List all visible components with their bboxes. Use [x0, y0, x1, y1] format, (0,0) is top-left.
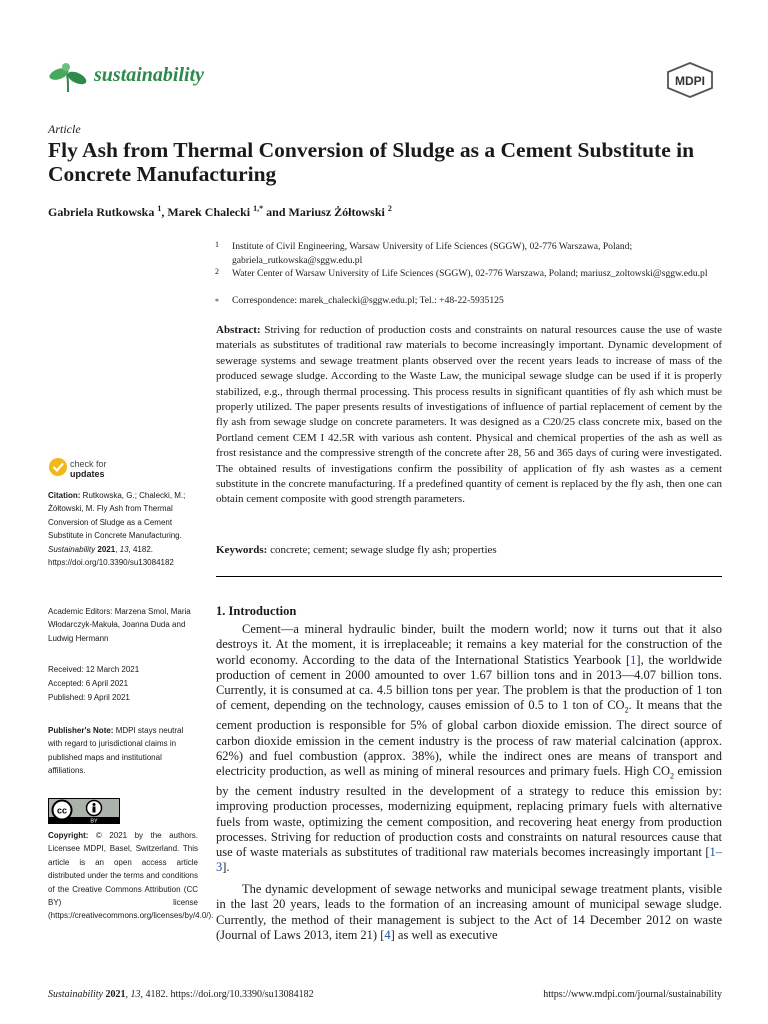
footer-journal: Sustainability: [48, 989, 103, 1000]
abstract: [216, 323, 722, 508]
citation-journal: Sustainability: [48, 544, 96, 554]
citation-block: Citation: Rutkowska, G.; Chalecki, M.; Żółtowski, M. Fly Ash from Thermal Conversion of Sludge as a Cement Substitute in Concrete Manufacturing. Sustainability 2021, 13, 4182. https://doi.org/10.3390/su13084182: [48, 491, 186, 568]
affiliation-marker: 1: [215, 240, 219, 249]
intro-paragraph-1: [216, 622, 722, 876]
citation-doi[interactable]: 4182. https://doi.org/10.3390/su13084182: [48, 544, 174, 568]
citation-text: Rutkowska, G.; Chalecki, M.; Żółtowski, M. Fly Ash from Thermal Conversion of Sludge as a Cement Substitute in Concrete Manufacturing.: [48, 491, 186, 541]
accepted-date: Accepted: 6 April 2021: [48, 679, 129, 688]
check-line-1: check for: [70, 459, 107, 469]
footer-journal-url[interactable]: https://www.mdpi.com/journal/sustainability: [543, 989, 722, 1000]
citation-year: 2021: [97, 544, 116, 554]
footer-year: 2021: [105, 989, 126, 1000]
paragraph-text: The dynamic development of sewage networks and municipal sewage treatment plants, visible in the last 20 years, leads to the formation of an increasing amount of municipal sewage sludge. Currently, the method of their management is subject to the Act of 14 December 2012 on waste (Journal of Laws 2013, item 21) [: [216, 882, 722, 942]
intro-paragraph-2: [216, 882, 722, 943]
citation-link[interactable]: 1–3: [216, 845, 722, 875]
abstract-label: Abstract:: [216, 324, 261, 336]
note-label: Publisher's Note:: [48, 726, 114, 735]
paragraph-text: ], the worldwide production of cement in 2000 amounted to over 1.67 billion tons and in 2013—4.07 billion tons. Currently, it is consumed at ca. 4.5 billion tons per year. The problem is that the production of 1 ton of cement, depending on the technology, causes emission of 0.5 to 1 ton of CO: [216, 652, 722, 713]
article-type: Article: [48, 122, 81, 136]
published-date: Published: 9 April 2021: [48, 693, 130, 702]
journal-name: sustainability: [94, 64, 205, 86]
section-divider: [216, 576, 722, 577]
check-line-2: updates: [70, 469, 105, 479]
affiliation-marker: 1: [157, 204, 162, 213]
keywords-text: concrete; cement; sewage sludge fly ash; properties: [270, 544, 497, 556]
check-for-updates-label[interactable]: [70, 459, 107, 479]
received-date: Received: 12 March 2021: [48, 665, 140, 674]
copyright-label: Copyright:: [48, 831, 89, 840]
footer-citation: Sustainability 2021, 13, 4182. https://doi.org/10.3390/su13084182: [48, 989, 314, 1000]
footer-doi[interactable]: , 4182. https://doi.org/10.3390/su13084182: [140, 989, 314, 1000]
keywords: [216, 544, 497, 556]
paragraph-text: ] as well as executive: [390, 927, 498, 942]
keywords-label: Keywords:: [216, 544, 268, 556]
publisher-name: MDPI: [675, 74, 705, 88]
paragraph-text: Cement—a mineral hydraulic binder, built the modern world; now it turns out that it also destroys it. At the moment, it is irreplaceable; it remains a key material for the construction of the world economy. According to the data of the International Statistics Yearbook [: [216, 622, 722, 667]
footer-volume: 13: [130, 989, 141, 1000]
cc-by-label: BY: [90, 818, 98, 824]
academic-editors: Academic Editors: Marzena Smol, Maria Włodarczyk-Makuła, Joanna Duda and Ludwig Hermann: [48, 607, 191, 643]
copyright-block: [48, 829, 214, 923]
author-name[interactable]: , Marek Chalecki: [161, 205, 251, 219]
abstract-text: Striving for reduction of production costs and constraints on natural resources cause the use of waste materials as substitutes of traditional raw materials to become increasingly important. Dynamic development of sewerage systems and sewage treatment plants observed over the recent years leads to increase of mass of the produced sewage sludge. According to the Waste Law, the municipal sewage sludge can be used if it is properly stabilized, e.g., through thermal processing. This process results in significant quantities of fly ash which must be properly utilized. The paper presents results of investigations of influence of partial replacement of cement by the fly ash from sewage sludge on concrete parameters. It was designed as a C20/25 class concrete mix, based on the Portland cement CEM I 42.5R with various ash content. Physical and chemical properties of the ash as well as frost resistance and the compressive strength of the concrete after 28, 56 and 365 days of curing were investigated. The obtained results of investigations confirm the possibility of application of fly ash wastes as a cement substitute in the concrete manufacturing. If a predefined quantity of cement is replaced by the fly ash, then one can obtain cement composite with good strength parameters.: [216, 324, 722, 506]
journal-leaf-logo-icon: [48, 60, 88, 94]
note-text: MDPI stays neutral with regard to jurisdictional claims in published maps and institutional affiliations.: [48, 726, 184, 776]
citation-link[interactable]: 4: [384, 927, 391, 942]
mdpi-logo-icon: [666, 62, 714, 98]
affiliation-marker: 2: [215, 267, 219, 276]
subscript: 2: [670, 771, 675, 781]
citation-link[interactable]: 1: [630, 652, 637, 667]
svg-text:cc: cc: [56, 805, 68, 816]
affiliation-marker: 1,*: [253, 204, 264, 213]
correspondence-text: Correspondence: marek_chalecki@sggw.edu.pl; Tel.: +48-22-5935125: [232, 295, 504, 306]
paragraph-text: ].: [222, 860, 230, 875]
correspondence-marker: *: [215, 297, 219, 306]
author-list: [48, 204, 392, 220]
copyright-text: © 2021 by the authors. Licensee MDPI, Basel, Switzerland. This article is an open access article distributed under the terms and conditions of the Creative Commons Attribution (CC BY) license (https://creativecommons.org/licenses/by/4.0/).: [48, 831, 214, 921]
paragraph-text: . It means that the cement production is responsible for 5% of global carbon dioxide emission. The direct source of carbon dioxide emission in the cement industry is the process of raw material calcination (approx. 62%) and fuel combustion (approx. 38%), while the indirect ones are means of transport and electricity production, as well as mining of mineral resources and primary fuels. High CO: [216, 698, 722, 779]
section-heading-introduction: 1. Introduction: [216, 604, 297, 618]
affiliation-marker: 2: [387, 204, 392, 213]
article-title: Fly Ash from Thermal Conversion of Sludge as a Cement Substitute in Concrete Manufacturing: [48, 138, 695, 186]
affiliation-text: Water Center of Warsaw University of Life Sciences (SGGW), 02-776 Warszawa, Poland; mariusz_zoltowski@sggw.edu.pl: [232, 268, 708, 279]
publishers-note: [48, 724, 198, 778]
citation-volume: 13: [119, 544, 129, 554]
cc-by-license-icon[interactable]: [48, 798, 120, 824]
citation-label: Citation:: [48, 491, 81, 500]
author-name[interactable]: and Mariusz Żółtowski: [263, 205, 385, 219]
subscript: 2: [624, 705, 629, 715]
author-name[interactable]: Gabriela Rutkowska: [48, 205, 155, 219]
affiliation-text: Institute of Civil Engineering, Warsaw University of Life Sciences (SGGW), 02-776 Warszawa, Poland; gabriela_rutkowska@sggw.edu.pl: [232, 241, 633, 266]
paragraph-text: emission by the cement industry resulted in the development of a strategy to reduce this emission by: improving production processes, modernizing equipment, replacing primary fuels with alternative fuels from waste, optimizing the cement composition, and recovering heat energy from production processes. Striving for reduction of production costs and constraints on natural resources cause that use of waste materials as substitutes of traditional raw materials becomes increasingly important [: [216, 764, 722, 860]
